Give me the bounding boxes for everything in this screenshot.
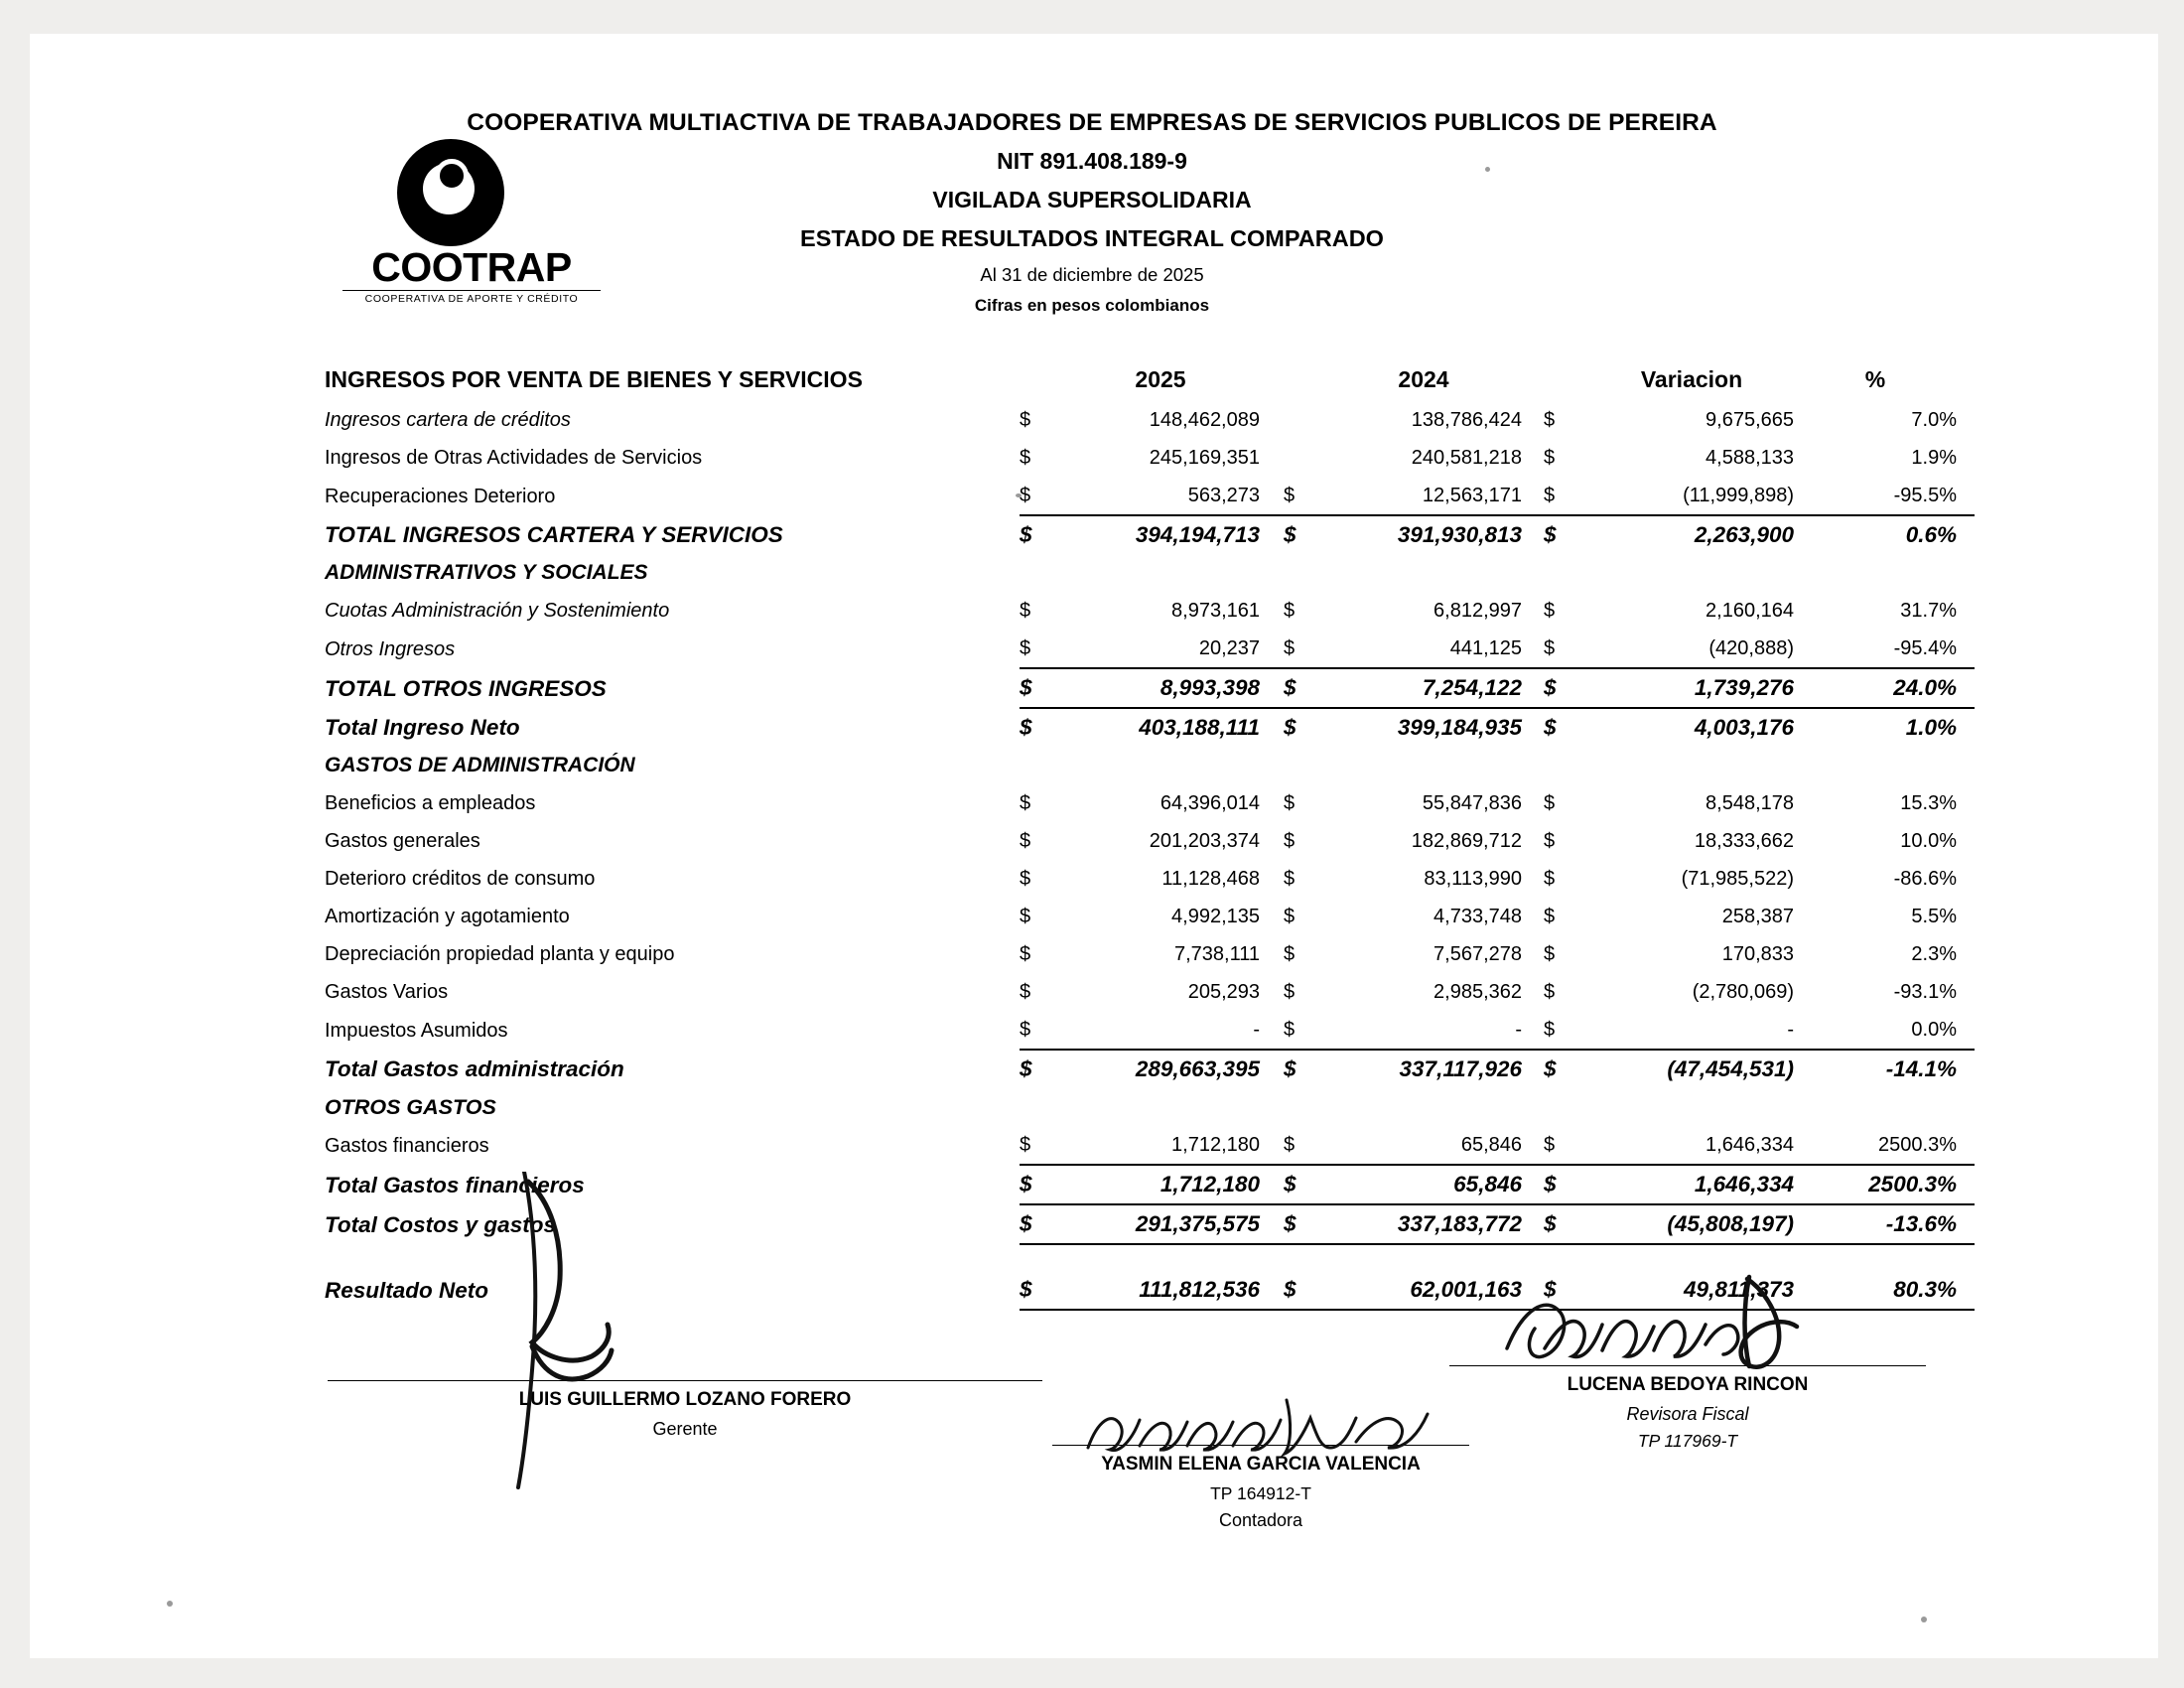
row-value-percent: -93.1% [1893, 981, 1957, 1003]
row-currency-2024: $ [1266, 1126, 1319, 1165]
signature-line [1052, 1445, 1469, 1446]
row-currency-2025: $ [1020, 1165, 1055, 1204]
row-currency-2025: $ [1020, 630, 1055, 668]
row-currency-2024 [1266, 1244, 1319, 1271]
row-currency-variacion: $ [1544, 715, 1557, 740]
table-row [323, 747, 1975, 784]
row-label: Gastos Varios [325, 981, 449, 1003]
row-currency-variacion: $ [1544, 409, 1556, 431]
row-currency-2025: $ [1020, 943, 1031, 965]
row-currency-2025: $ [1020, 447, 1031, 469]
row-value-percent: -86.6% [1893, 868, 1957, 890]
row-currency-2024 [1266, 439, 1319, 477]
row-currency-variacion: $ [1544, 792, 1556, 814]
row-value-variacion: (2,780,069) [1692, 981, 1794, 1003]
row-currency-variacion: $ [1544, 906, 1556, 927]
row-value-2024 [1319, 747, 1528, 784]
row-currency-2024: $ [1284, 522, 1297, 547]
table-header-row [323, 357, 1975, 401]
row-label: ADMINISTRATIVOS Y SOCIALES [325, 561, 648, 584]
row-currency-variacion: $ [1544, 868, 1556, 890]
row-currency-2024 [1266, 401, 1319, 439]
column-header-2024: 2024 [1398, 366, 1449, 392]
signature-block-contadora [1052, 1445, 1469, 1531]
row-currency-variacion: $ [1528, 668, 1579, 708]
row-value-2024: 62,001,163 [1319, 1271, 1528, 1310]
row-value-variacion: (45,808,197) [1579, 1204, 1804, 1244]
row-value-percent: 15.3% [1900, 792, 1957, 814]
row-value-variacion: 9,675,665 [1706, 409, 1794, 431]
row-value-2024 [1319, 1088, 1528, 1126]
row-value-2025 [1055, 1088, 1266, 1126]
row-currency-variacion: $ [1544, 600, 1556, 622]
row-value-percent: 0.6% [1905, 522, 1957, 547]
row-currency-2025: $ [1020, 668, 1055, 708]
row-value-2025: 291,375,575 [1055, 1204, 1266, 1244]
nit-number: NIT 891.408.189-9 [997, 148, 1187, 174]
row-currency-variacion: $ [1544, 1056, 1557, 1081]
row-currency-variacion [1528, 554, 1579, 592]
row-value-percent: 7.0% [1911, 409, 1957, 431]
signature-line [328, 1380, 1042, 1381]
row-value-2024: - [1319, 1011, 1528, 1050]
row-value-percent: 5.5% [1911, 906, 1957, 927]
table-row [323, 668, 1975, 708]
row-value-2025: 1,712,180 [1055, 1126, 1266, 1165]
column-header-currency-variacion [1528, 357, 1579, 401]
row-value-percent: -13.6% [1804, 1204, 1975, 1244]
row-label: Recuperaciones Deterioro [325, 486, 556, 507]
row-currency-2024: $ [1266, 1011, 1319, 1050]
row-value-variacion: 49,811,373 [1579, 1271, 1804, 1310]
table-row [323, 860, 1975, 898]
row-currency-variacion: $ [1528, 1011, 1579, 1050]
row-currency-2024: $ [1284, 830, 1296, 852]
row-value-2025: 8,973,161 [1171, 600, 1260, 622]
row-value-2025: 245,169,351 [1149, 447, 1260, 469]
row-value-variacion: 1,646,334 [1579, 1126, 1804, 1165]
row-label: Total Costos y gastos [325, 1212, 556, 1237]
table-row [323, 1165, 1975, 1204]
row-value-percent: 2.3% [1911, 943, 1957, 965]
row-value-2025: 563,273 [1055, 477, 1266, 515]
row-value-2025 [1055, 554, 1266, 592]
column-header-currency-2025 [1020, 357, 1055, 401]
row-currency-variacion: $ [1528, 1204, 1579, 1244]
row-currency-2025: $ [1020, 1271, 1055, 1310]
row-currency-2025: $ [1020, 409, 1031, 431]
row-value-variacion: (47,454,531) [1667, 1056, 1794, 1081]
row-currency-2024: $ [1284, 981, 1296, 1003]
row-value-percent: 10.0% [1900, 830, 1957, 852]
column-header-label: INGRESOS POR VENTA DE BIENES Y SERVICIOS [325, 366, 863, 392]
document-header [0, 109, 2184, 316]
row-value-variacion: 170,833 [1721, 943, 1794, 965]
row-value-2025: 7,738,111 [1173, 943, 1260, 965]
row-value-2024: 65,846 [1319, 1126, 1528, 1165]
row-value-2024: 12,563,171 [1319, 477, 1528, 515]
row-label: Otros Ingresos [325, 638, 456, 660]
row-currency-2025: $ [1020, 477, 1055, 515]
table-row [323, 898, 1975, 935]
table-row [323, 1050, 1975, 1088]
column-header-currency-2024 [1266, 357, 1319, 401]
table-row [323, 592, 1975, 630]
row-currency-variacion: $ [1544, 981, 1556, 1003]
row-label: Beneficios a empleados [325, 792, 536, 814]
row-value-2025: 11,128,468 [1161, 868, 1260, 890]
row-value-2024: 240,581,218 [1411, 447, 1522, 469]
row-label: Deterioro créditos de consumo [325, 868, 596, 890]
row-value-2024: 83,113,990 [1424, 868, 1522, 890]
row-currency-variacion [1528, 1244, 1579, 1271]
row-currency-variacion: $ [1528, 1271, 1579, 1310]
row-currency-2025: $ [1020, 906, 1031, 927]
row-label: Total Gastos administración [325, 1056, 624, 1081]
row-currency-2024 [1266, 747, 1319, 784]
row-value-variacion: (11,999,898) [1579, 477, 1804, 515]
row-currency-2024 [1266, 554, 1319, 592]
supervision-label: VIGILADA SUPERSOLIDARIA [932, 187, 1252, 212]
row-currency-2025 [1020, 747, 1055, 784]
row-label: Cuotas Administración y Sostenimiento [325, 600, 670, 622]
table-row [323, 708, 1975, 747]
column-header-percent: % [1864, 366, 1886, 392]
column-header-variacion: Variacion [1640, 366, 1743, 392]
row-label: Gastos financieros [325, 1135, 489, 1157]
table-row [323, 1244, 1975, 1271]
table-row [323, 515, 1975, 554]
row-value-2024: 441,125 [1319, 630, 1528, 668]
row-value-2024: 138,786,424 [1411, 409, 1522, 431]
signature-name: YASMIN ELENA GARCIA VALENCIA [1101, 1454, 1421, 1475]
signature-name: LUCENA BEDOYA RINCON [1567, 1374, 1809, 1395]
row-value-variacion: 4,003,176 [1694, 715, 1794, 740]
signature-tp: TP 164912-T [1210, 1483, 1311, 1503]
row-value-2024: 337,183,772 [1319, 1204, 1528, 1244]
row-currency-2024: $ [1284, 906, 1296, 927]
row-value-2024: 7,254,122 [1319, 668, 1528, 708]
row-currency-2025: $ [1020, 1126, 1055, 1165]
row-value-percent: 24.0% [1804, 668, 1975, 708]
document-date: Al 31 de diciembre de 2025 [980, 264, 1204, 285]
signature-line [1449, 1365, 1926, 1366]
row-value-2024: 399,184,935 [1397, 715, 1522, 740]
row-value-percent: 1.0% [1905, 715, 1957, 740]
table-row [323, 477, 1975, 515]
row-value-2025: 20,237 [1055, 630, 1266, 668]
row-currency-2024: $ [1284, 792, 1296, 814]
row-currency-2025: $ [1020, 715, 1032, 740]
row-currency-2025 [1020, 1244, 1055, 1271]
row-value-2025: 111,812,536 [1055, 1271, 1266, 1310]
column-header-2025: 2025 [1135, 366, 1186, 392]
table-row [323, 1204, 1975, 1244]
row-currency-variacion [1528, 1088, 1579, 1126]
row-currency-2024: $ [1284, 1056, 1297, 1081]
row-currency-2024: $ [1266, 668, 1319, 708]
income-statement-table [323, 357, 1975, 1311]
row-value-2025: - [1055, 1011, 1266, 1050]
row-value-variacion: (420,888) [1579, 630, 1804, 668]
table-row [323, 630, 1975, 668]
row-currency-variacion [1528, 747, 1579, 784]
row-currency-2024: $ [1266, 1165, 1319, 1204]
row-value-2024: 4,733,748 [1433, 906, 1522, 927]
row-label: Amortización y agotamiento [325, 906, 570, 927]
row-label: Gastos generales [325, 830, 480, 852]
row-value-2025: 289,663,395 [1135, 1056, 1260, 1081]
row-value-variacion [1579, 1244, 1804, 1271]
row-currency-2024: $ [1284, 600, 1296, 622]
row-label: Ingresos cartera de créditos [325, 409, 571, 431]
table-row [323, 1088, 1975, 1126]
row-currency-2025: $ [1020, 981, 1031, 1003]
row-currency-variacion: $ [1544, 830, 1556, 852]
row-value-variacion [1579, 1088, 1804, 1126]
row-value-percent: -95.5% [1804, 477, 1975, 515]
row-value-variacion: 1,646,334 [1579, 1165, 1804, 1204]
row-value-variacion: 2,263,900 [1694, 522, 1794, 547]
row-label: Depreciación propiedad planta y equipo [325, 943, 675, 965]
document-units: Cifras en pesos colombianos [974, 296, 1210, 315]
row-value-percent [1804, 1244, 1975, 1271]
row-currency-2024: $ [1266, 477, 1319, 515]
row-currency-2025: $ [1020, 1011, 1055, 1050]
row-value-percent: 31.7% [1900, 600, 1957, 622]
row-value-2024: 2,985,362 [1433, 981, 1522, 1003]
row-value-2024: 6,812,997 [1433, 600, 1522, 622]
row-currency-2025 [1020, 554, 1055, 592]
row-currency-variacion: $ [1528, 1165, 1579, 1204]
signature-role: Revisora Fiscal [1626, 1404, 1749, 1424]
organization-name: COOPERATIVA MULTIACTIVA DE TRABAJADORES DE EMPRESAS DE SERVICIOS PUBLICOS DE PEREIRA [467, 109, 1717, 136]
row-currency-variacion: $ [1544, 522, 1557, 547]
row-currency-variacion: $ [1528, 1126, 1579, 1165]
row-currency-2024: $ [1266, 1271, 1319, 1310]
row-value-variacion: 8,548,178 [1706, 792, 1794, 814]
row-value-percent: 0.0% [1804, 1011, 1975, 1050]
row-value-2024: 337,117,926 [1399, 1056, 1522, 1081]
row-value-2024: 7,567,278 [1433, 943, 1522, 965]
table-row [323, 401, 1975, 439]
row-value-2025: 403,188,111 [1139, 715, 1260, 740]
row-value-percent: 80.3% [1804, 1271, 1975, 1310]
table-row [323, 784, 1975, 822]
row-value-percent [1804, 747, 1975, 784]
row-value-2025: 8,993,398 [1055, 668, 1266, 708]
row-value-variacion: 2,160,164 [1706, 600, 1794, 622]
row-currency-2025: $ [1020, 868, 1031, 890]
row-currency-2025: $ [1020, 1204, 1055, 1244]
logo-wordmark: COOTRAP [371, 244, 572, 290]
row-currency-variacion: $ [1544, 943, 1556, 965]
row-currency-2024: $ [1284, 943, 1296, 965]
row-currency-variacion: $ [1544, 447, 1556, 469]
row-label: Ingresos de Otras Actividades de Servicios [325, 447, 703, 469]
signature-role: Gerente [652, 1419, 718, 1439]
signature-name: LUIS GUILLERMO LOZANO FORERO [518, 1389, 852, 1410]
scan-edge-bottom [0, 1658, 2184, 1688]
table-row [323, 554, 1975, 592]
row-value-2025: 1,712,180 [1055, 1165, 1266, 1204]
table-row [323, 1271, 1975, 1310]
row-value-2024: 55,847,836 [1422, 792, 1522, 814]
row-currency-2024: $ [1266, 630, 1319, 668]
row-currency-variacion: $ [1528, 477, 1579, 515]
table-row [323, 439, 1975, 477]
row-value-2025: 201,203,374 [1149, 830, 1260, 852]
row-value-2025 [1055, 1244, 1266, 1271]
row-currency-2025: $ [1020, 830, 1031, 852]
signature-block-revisora-fiscal [1449, 1365, 1926, 1452]
table-row [323, 935, 1975, 973]
table-row [323, 1126, 1975, 1165]
row-value-percent [1804, 1088, 1975, 1126]
row-value-variacion: 4,588,133 [1706, 447, 1794, 469]
table-row [323, 822, 1975, 860]
row-currency-variacion: $ [1528, 630, 1579, 668]
row-label: Resultado Neto [325, 1278, 489, 1303]
table-body [323, 401, 1975, 1310]
row-value-percent: -14.1% [1885, 1056, 1957, 1081]
row-value-percent: 1.9% [1911, 447, 1957, 469]
row-value-2024 [1319, 554, 1528, 592]
row-value-percent: 2500.3% [1804, 1126, 1975, 1165]
row-value-2025: 4,992,135 [1171, 906, 1260, 927]
document-title: ESTADO DE RESULTADOS INTEGRAL COMPARADO [800, 225, 1384, 251]
table-row [323, 1011, 1975, 1050]
row-currency-2024: $ [1284, 868, 1296, 890]
row-value-2024: 391,930,813 [1397, 522, 1522, 547]
row-value-2024: 182,869,712 [1411, 830, 1522, 852]
row-value-variacion: 1,739,276 [1579, 668, 1804, 708]
row-value-percent [1804, 554, 1975, 592]
row-currency-2024 [1266, 1088, 1319, 1126]
row-value-variacion [1579, 747, 1804, 784]
row-value-variacion: 258,387 [1721, 906, 1794, 927]
row-value-variacion [1579, 554, 1804, 592]
scan-speck [167, 1601, 173, 1607]
scan-edge-top [0, 0, 2184, 34]
row-value-2025 [1055, 747, 1266, 784]
table-row [323, 973, 1975, 1011]
row-value-2025: 148,462,089 [1149, 409, 1260, 431]
row-value-variacion: (71,985,522) [1681, 868, 1794, 890]
row-label: TOTAL OTROS INGRESOS [325, 676, 607, 701]
row-currency-2025: $ [1020, 1056, 1032, 1081]
row-value-2025: 64,396,014 [1160, 792, 1260, 814]
row-value-percent: 2500.3% [1804, 1165, 1975, 1204]
row-label: Impuestos Asumidos [325, 1020, 508, 1042]
row-label [323, 1244, 1020, 1271]
row-currency-2025 [1020, 1088, 1055, 1126]
row-value-2025: 205,293 [1187, 981, 1260, 1003]
row-currency-2025: $ [1020, 600, 1031, 622]
scan-speck [1921, 1617, 1927, 1622]
row-value-percent: -95.4% [1804, 630, 1975, 668]
row-value-variacion: 18,333,662 [1694, 830, 1794, 852]
signature-role: Contadora [1218, 1510, 1303, 1530]
row-label: Total Gastos financieros [325, 1173, 585, 1197]
row-value-variacion: - [1579, 1011, 1804, 1050]
row-currency-2025: $ [1020, 792, 1031, 814]
row-label: OTROS GASTOS [325, 1095, 496, 1119]
row-value-2025: 394,194,713 [1135, 522, 1260, 547]
signature-block-gerente [328, 1380, 1042, 1440]
row-currency-2024: $ [1284, 715, 1297, 740]
row-value-2024 [1319, 1244, 1528, 1271]
row-label: GASTOS DE ADMINISTRACIÓN [325, 754, 635, 776]
row-label: Total Ingreso Neto [325, 715, 520, 740]
logo-tagline: COOPERATIVA DE APORTE Y CRÉDITO [342, 290, 601, 305]
row-currency-2025: $ [1020, 522, 1032, 547]
row-label: TOTAL INGRESOS CARTERA Y SERVICIOS [325, 522, 783, 547]
signature-tp: TP 117969-T [1637, 1431, 1738, 1451]
row-value-2024: 65,846 [1319, 1165, 1528, 1204]
row-currency-2024: $ [1266, 1204, 1319, 1244]
